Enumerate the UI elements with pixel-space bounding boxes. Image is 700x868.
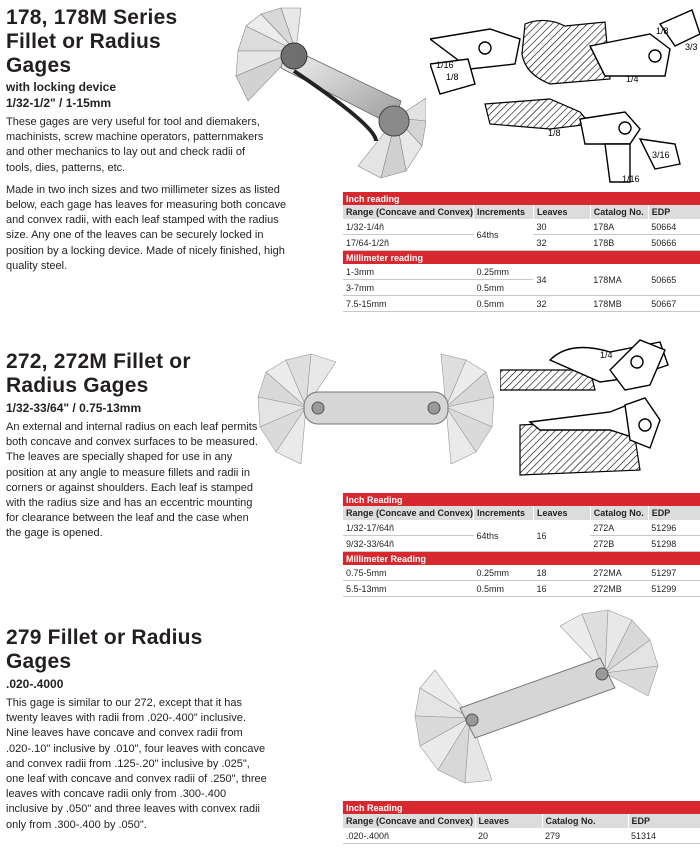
table-279 [343,801,700,844]
title-line: Gages [6,650,72,673]
cell-range: 17/64-1/2ñ [343,235,474,251]
col-header: Range (Concave and Convex) [343,814,475,828]
cell-edp: 50666 [648,235,700,251]
title-line: 272, 272M Fillet or [6,350,191,373]
table-title: Millimeter Reading [343,552,700,566]
cell-edp: 51297 [648,565,700,581]
section-272-para1: An external and internal radius on each leaf permits both concave and convex surfaces to be measured. The leaves are specially shaped for use in any position at any angle to measure fillets and radii in corners or against shoulders. Each leaf is stamped with the radius size and has an eccentric mounting for clearance between the leaf and the case when the gage is opened. [6,421,258,540]
title-line: Radius Gages [6,374,149,397]
cell-catalog: 272B [590,536,648,552]
table-title: Inch Reading [343,493,700,506]
col-header: EDP [628,814,700,828]
table-row [343,264,700,280]
cell-range: .020-.400ñ [343,828,475,844]
cell-edp: 50664 [648,219,700,235]
diagram-label: 1/8 [548,128,561,138]
col-header: EDP [648,506,700,520]
diagram-label: 3/16 [652,150,670,160]
section-178-range: 1/32-1/2" / 1-15mm [6,96,112,110]
gage-272-diagram [500,330,700,490]
gage-272-photo [256,352,496,472]
cell-increments: 0.5mm [474,296,534,312]
section-178-para2: Made in two inch sizes and two millimeter sizes as listed below, each gage has leaves for measuring both concave and convex radii, with each leaf stamped with the radius size. Any one of the leaves can be securely locked in position by a locking device. Made of nicely finished, high quality steel. [6,183,287,272]
cell-range: 5.5-13mm [343,581,474,597]
diagram-label: 1/8 [446,72,459,82]
diagram-label: 1/4 [626,74,639,84]
cell-catalog: 178B [590,235,648,251]
cell-catalog: 272MB [590,581,648,597]
table-title: Inch Reading [343,801,700,814]
cell-range: 1/32-17/64ñ [343,520,474,536]
diagram-label: 1/16 [436,60,454,70]
cell-leaves: 16 [533,520,590,552]
col-header: Leaves [475,814,542,828]
table-row [343,296,700,312]
cell-range: 7.5-15mm [343,296,474,312]
gage-178-diagram [430,4,700,184]
cell-increments: 64ths [474,219,534,251]
cell-edp: 51298 [648,536,700,552]
title-line: Gages [6,54,72,77]
section-178-para1: These gages are very useful for tool and diemakers, machinists, screw machine operators, patternmakers and other mechanics to lay out and check radii of tools, dies, patterns, etc. [6,116,264,174]
cell-catalog: 272MA [590,565,648,581]
col-header: Increments [474,506,534,520]
col-header: Catalog No. [542,814,628,828]
title-line: 279 Fillet or Radius [6,626,203,649]
cell-range: 0.75-5mm [343,565,474,581]
cell-catalog: 279 [542,828,628,844]
cell-increments: 0.25mm [474,264,534,280]
table-title: Millimeter reading [343,251,700,265]
cell-edp: 50667 [648,296,700,312]
gage-178-photo [226,6,426,186]
diagram-label: 1/16 [622,174,640,184]
section-279-para1: This gage is similar to our 272, except that it has twenty leaves with radii from .020-.400" inclusive. Nine leaves have concave and convex radii from .020-.10" inclusive by .010", four leaves with concave and convex radii from .125-.20" inclusive by .025", one leaf with concave and convex radii of .250", three leaves with concave radii only from .300-.400 inclusive by .050" and three leaves with convex radii only from .300-.400 by .050". [6,697,267,831]
table-row [343,565,700,581]
col-header: Increments [474,205,534,219]
cell-range: 3-7mm [343,280,474,296]
cell-leaves: 32 [533,235,590,251]
table-272 [343,493,700,597]
diagram-label: 3/3 [685,42,698,52]
cell-edp: 51314 [628,828,700,844]
table-row [343,520,700,536]
cell-leaves: 32 [533,296,590,312]
cell-leaves: 18 [533,565,590,581]
cell-catalog: 272A [590,520,648,536]
cell-range: 1/32-1/4ñ [343,219,474,235]
col-header: Range (Concave and Convex) [343,205,474,219]
cell-increments: 0.5mm [474,581,534,597]
cell-range: 1-3mm [343,264,474,280]
cell-increments: 0.5mm [474,280,534,296]
cell-leaves: 16 [533,581,590,597]
table-row [343,219,700,235]
col-header: Leaves [533,506,590,520]
section-279-range: .020-.4000 [6,677,64,691]
gage-279-photo [410,608,660,788]
cell-leaves: 30 [533,219,590,235]
title-line: Fillet or Radius [6,30,161,53]
col-header: Catalog No. [590,205,648,219]
col-header: Range (Concave and Convex) [343,506,474,520]
col-header: Catalog No. [590,506,648,520]
col-header: EDP [648,205,700,219]
cell-range: 9/32-33/64ñ [343,536,474,552]
section-279-title [6,626,326,674]
section-272-range: 1/32-33/64" / 0.75-13mm [6,401,142,415]
table-row [343,828,700,844]
cell-edp: 51299 [648,581,700,597]
cell-catalog: 178A [590,219,648,235]
table-title: Inch reading [343,192,700,205]
cell-increments: 64ths [474,520,534,552]
cell-leaves: 20 [475,828,542,844]
diagram-label: 1/8 [656,26,669,36]
diagram-label: 1/4 [600,350,613,360]
section-178-subtitle: with locking device [6,80,117,94]
cell-catalog: 178MB [590,296,648,312]
table-178 [343,192,700,312]
section-279 [6,626,326,833]
cell-edp: 50665 [648,264,700,296]
col-header: Leaves [533,205,590,219]
cell-increments: 0.25mm [474,565,534,581]
title-line: 178, 178M Series [6,6,178,29]
cell-edp: 51296 [648,520,700,536]
cell-catalog: 178MA [590,264,648,296]
cell-leaves: 34 [533,264,590,296]
table-row [343,581,700,597]
